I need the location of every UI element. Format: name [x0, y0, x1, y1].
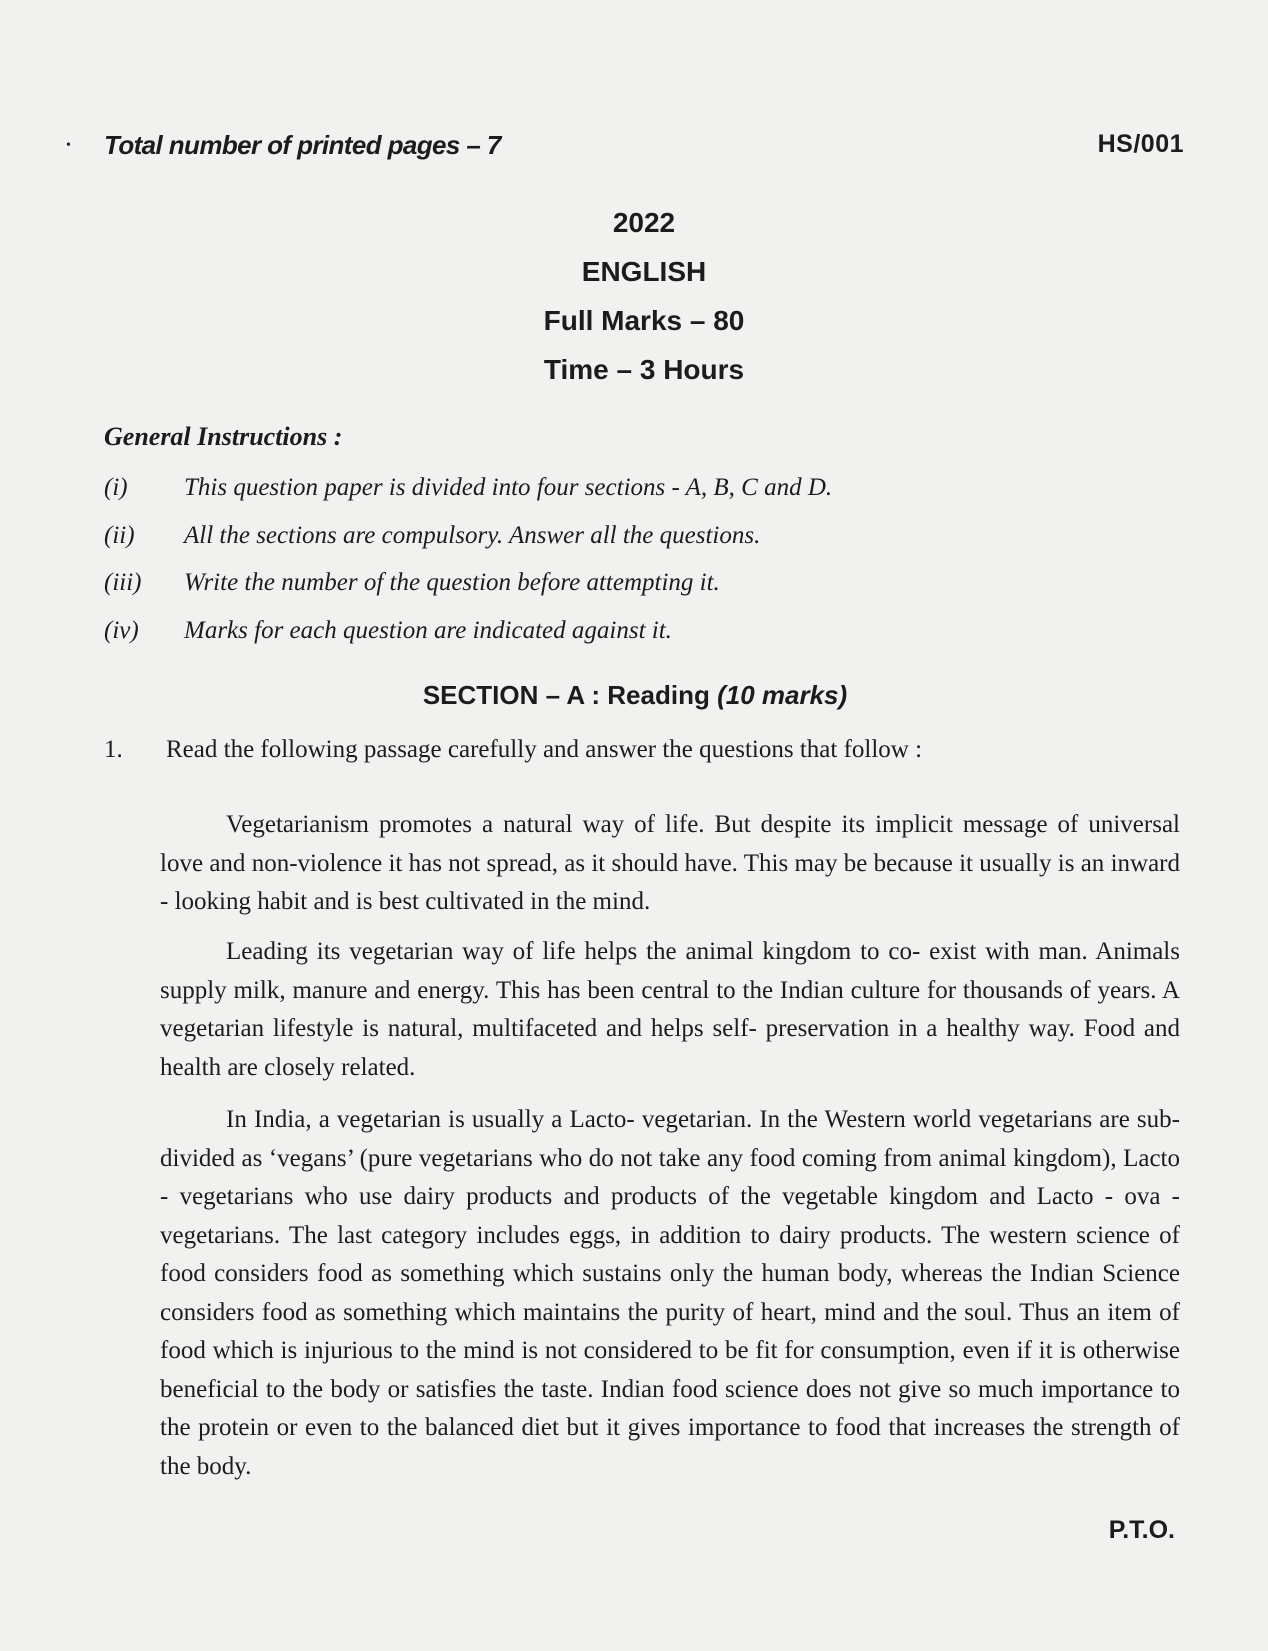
- question-prompt: Read the following passage carefully and answer the questions that follow :: [166, 736, 923, 763]
- instruction-text: Marks for each question are indicated against it.: [184, 617, 672, 644]
- instruction-text: All the sections are compulsory. Answer all the questions.: [184, 522, 761, 549]
- instruction-item: [104, 522, 1004, 550]
- section-marks: (10 marks): [717, 680, 848, 710]
- pto-note: P.T.O.: [1108, 1516, 1175, 1544]
- instruction-number: (ii): [104, 522, 135, 549]
- section-title: SECTION – A : Reading: [422, 680, 710, 710]
- instruction-text: Write the number of the question before attempting it.: [184, 569, 720, 596]
- full-marks: Full Marks – 80: [543, 305, 745, 336]
- question-number: 1.: [104, 736, 123, 763]
- section-heading: [0, 680, 1268, 711]
- instructions-heading: General Instructions :: [104, 422, 343, 451]
- instruction-number: (i): [104, 474, 128, 501]
- instruction-item: [104, 569, 1004, 597]
- paper-code: HS/001: [1097, 130, 1184, 158]
- total-pages-note: Total number of printed pages – 7: [104, 130, 501, 160]
- instruction-number: (iii): [104, 569, 142, 596]
- bullet-mark: •: [66, 138, 71, 153]
- passage-paragraph: In India, a vegetarian is usually a Lacto- vegetarian. In the Western world vegetarians are sub-divided as ‘vegans’ (pure vegetarians who do not take any food coming from animal kingdom), Lacto - vegetarians who use dairy products and products of the vegetable kingdom and Lacto - ova - vegetarians. The last category includes eggs, in addition to dairy products. The western science of food considers food as something which sustains only the human body, whereas the Indian Science considers food as something which maintains the purity of heart, mind and the soul. Thus an item of food which is injurious to the mind is not considered to be fit for consumption, even if it is otherwise beneficial to the body or satisfies the taste. Indian food science does not give so much importance to the protein or even to the balanced diet but it gives importance to food that increases the strength of the body.: [160, 1106, 1180, 1480]
- exam-year: 2022: [612, 207, 676, 238]
- exam-time: Time – 3 Hours: [543, 354, 745, 385]
- instruction-number: (iv): [104, 617, 139, 644]
- passage-paragraph: Vegetarianism promotes a natural way of life. But despite its implicit message of universal love and non-violence it has not spread, as it should have. This may be because it usually is an inward - looking habit and is best cultivated in the mind.: [160, 811, 1180, 915]
- passage-paragraph: Leading its vegetarian way of life helps the animal kingdom to co- exist with man. Animals supply milk, manure and energy. This has been central to the Indian culture for thousands of years. A vegetarian lifestyle is natural, multifaceted and helps self- preservation in a healthy way. Food and health are closely related.: [160, 938, 1180, 1081]
- instruction-item: [104, 474, 1004, 502]
- instruction-text: This question paper is divided into four sections - A, B, C and D.: [184, 474, 833, 501]
- exam-subject: ENGLISH: [581, 256, 707, 287]
- instruction-item: [104, 617, 1004, 645]
